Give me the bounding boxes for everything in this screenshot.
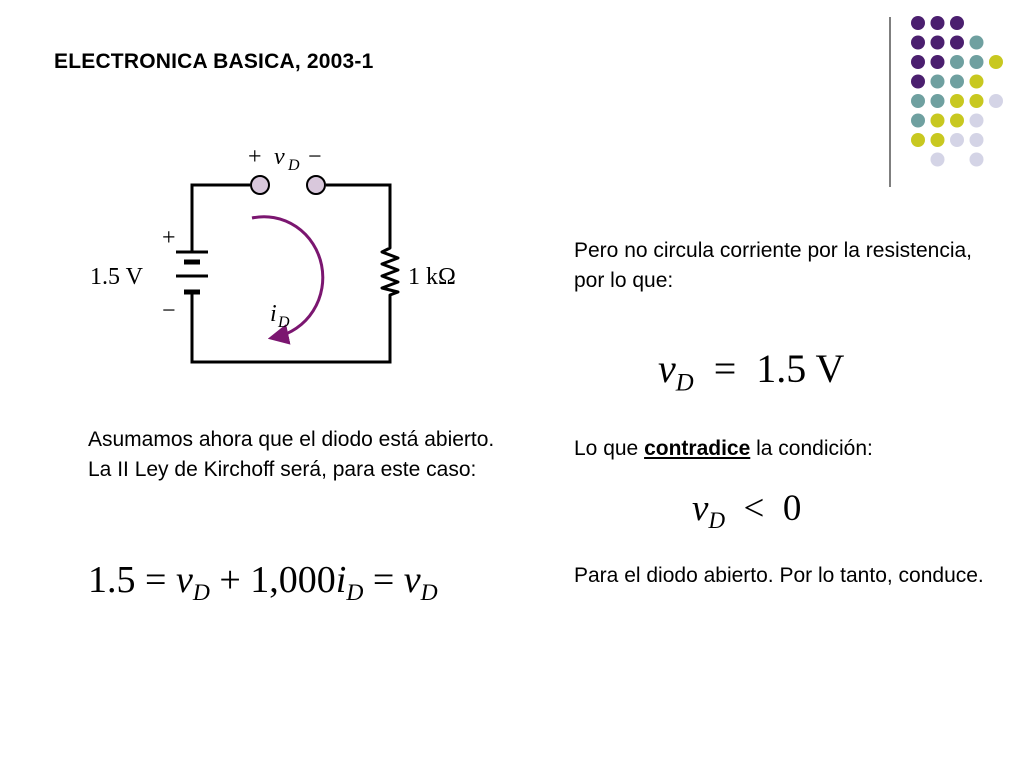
decorative-dot — [950, 114, 964, 128]
battery-voltage-label: 1.5 V — [90, 264, 143, 290]
battery-minus-label: − — [162, 298, 176, 324]
p3-emphasis: contradice — [644, 437, 751, 460]
wire — [192, 185, 390, 362]
eq3-id-subscript: D — [346, 580, 364, 607]
decorative-dot — [989, 55, 1003, 69]
decorative-dot — [931, 133, 945, 147]
eq3-coefficient: 1,000 — [250, 559, 336, 601]
paragraph-conclusion: Para el diodo abierto. Por lo tanto, conduce. — [574, 564, 984, 587]
decorative-dot — [931, 94, 945, 108]
id-label: i — [270, 301, 277, 327]
decorative-dot — [970, 75, 984, 89]
eq3-lhs: 1.5 — [88, 559, 136, 601]
battery-plus-label: + — [162, 225, 176, 251]
decorative-dot — [970, 114, 984, 128]
equation-vd-equals — [658, 345, 844, 398]
decorative-dot — [911, 16, 925, 30]
eq2-subscript: D — [708, 508, 726, 534]
decorative-dot — [970, 94, 984, 108]
resistor-symbol — [382, 242, 398, 298]
decorative-dot — [950, 36, 964, 50]
eq1-operator: = — [713, 346, 737, 391]
battery-symbol — [176, 252, 208, 292]
eq2-variable: v — [692, 488, 709, 529]
paragraph-contradicts — [574, 434, 994, 464]
open-terminal-left — [251, 176, 269, 194]
eq3-plus: + — [219, 559, 241, 601]
eq3-equals-1: = — [145, 559, 167, 601]
decorative-dot — [911, 94, 925, 108]
eq3-equals-2: = — [372, 559, 395, 601]
decorative-dot — [911, 55, 925, 69]
decorative-dot — [989, 94, 1003, 108]
eq1-subscript: D — [675, 369, 694, 397]
decorative-dot — [931, 153, 945, 167]
decorative-dot — [970, 36, 984, 50]
decorative-dot — [911, 36, 925, 50]
decorative-dot — [931, 75, 945, 89]
eq3-id: i — [335, 559, 347, 601]
decorative-dot — [931, 36, 945, 50]
decorative-dot — [970, 133, 984, 147]
eq3-vd-1: v — [175, 559, 193, 601]
decorative-dot — [970, 153, 984, 167]
circuit-diagram — [80, 140, 480, 375]
vd-subscript: D — [288, 157, 300, 174]
decorative-dot — [911, 114, 925, 128]
decorative-dot — [970, 55, 984, 69]
vd-minus-label: − — [308, 144, 322, 170]
decorative-dot — [950, 16, 964, 30]
decorative-dot — [931, 55, 945, 69]
eq3-vd-2: v — [403, 559, 421, 601]
resistor-value-label: 1 kΩ — [408, 264, 456, 290]
decorative-dot — [931, 114, 945, 128]
eq1-value: 1.5 V — [756, 346, 845, 391]
eq3-vd-1-subscript: D — [192, 580, 210, 607]
decorative-dot — [950, 94, 964, 108]
equation-kirchhoff — [88, 558, 438, 607]
slide-title: ELECTRONICA BASICA, 2003-1 — [54, 50, 374, 73]
decorative-dot — [950, 133, 964, 147]
decorative-dot — [911, 75, 925, 89]
open-terminal-right — [307, 176, 325, 194]
decorative-dot — [931, 16, 945, 30]
eq1-variable: v — [658, 346, 676, 391]
eq3-vd-2-subscript: D — [420, 580, 438, 607]
decorative-dot — [911, 133, 925, 147]
paragraph-assume-open: Asumamos ahora que el diodo está abierto. La II Ley de Kirchoff será, para este caso: — [88, 428, 495, 481]
eq2-value: 0 — [782, 488, 802, 529]
decorative-dot — [950, 75, 964, 89]
vd-label: v — [274, 144, 285, 170]
p3-text-before: Lo que — [574, 437, 645, 460]
p3-text-after: la condición: — [750, 437, 873, 460]
equation-vd-less-than — [692, 487, 801, 534]
decorative-dot-grid — [905, 13, 1015, 173]
paragraph-no-current: Pero no circula corriente por la resistencia, por lo que: — [574, 239, 973, 292]
eq2-operator: < — [743, 488, 765, 529]
id-subscript: D — [278, 314, 290, 331]
decorative-dot — [950, 55, 964, 69]
vd-plus-label: + — [248, 144, 262, 170]
decorative-divider — [889, 17, 891, 187]
